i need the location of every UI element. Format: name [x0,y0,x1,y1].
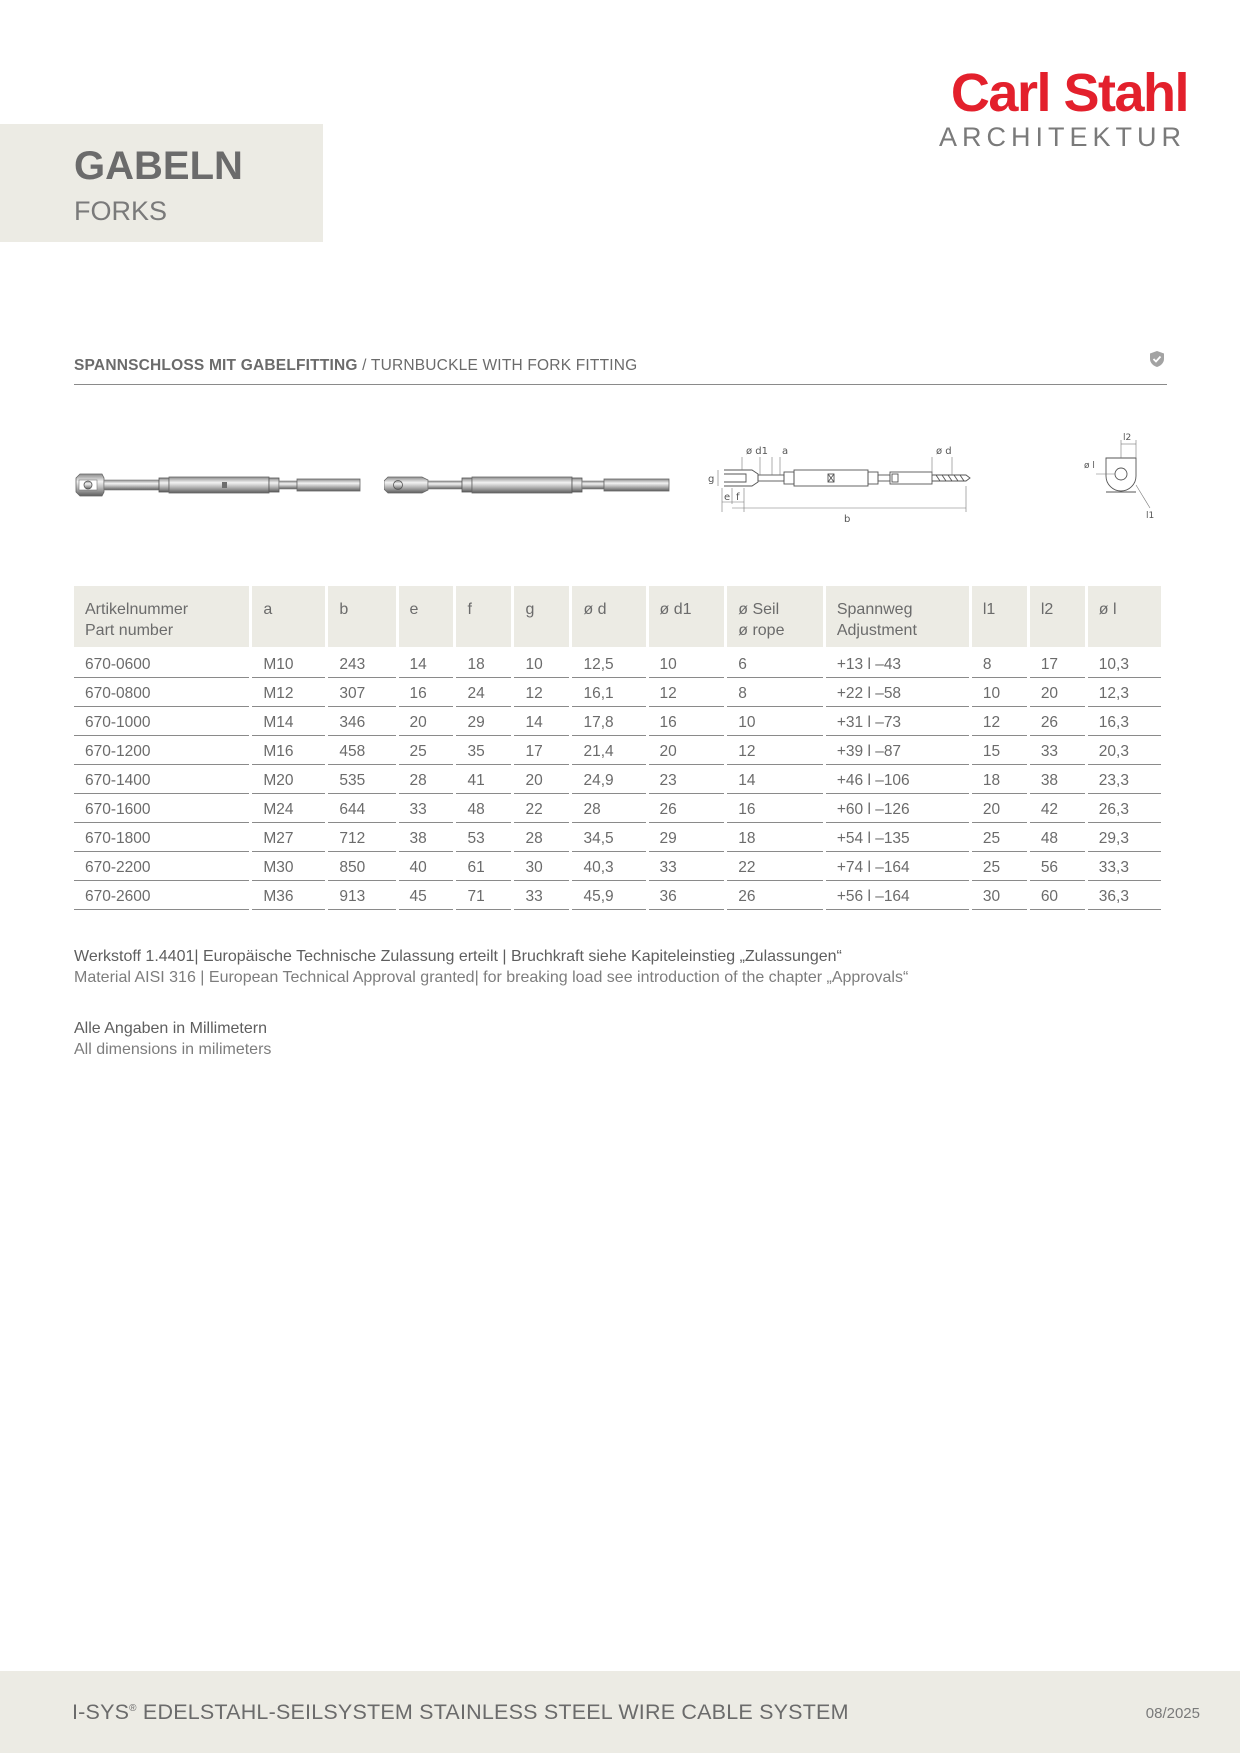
table-cell: M20 [252,765,325,794]
table-cell: 12,3 [1088,678,1161,707]
table-cell: 24,9 [572,765,645,794]
units-note-de: Alle Angaben in Millimetern [74,1020,267,1037]
table-row [74,794,1161,823]
table-cell: 8 [972,647,1027,678]
table-cell: M30 [252,852,325,881]
table-cell: 10 [972,678,1027,707]
header-sublabel: ø rope [738,622,785,639]
footer-system-title [72,1700,849,1725]
table-cell: 33 [649,852,725,881]
table-cell: 48 [456,794,511,823]
table-cell: 71 [456,881,511,910]
table-cell: 36 [649,881,725,910]
turnbuckle-fork-photo [74,460,362,510]
table-cell: 61 [456,852,511,881]
units-note-en: All dimensions in milimeters [74,1041,272,1058]
part-number-cell: 670-0800 [74,678,249,707]
table-cell: +54 l –135 [826,823,969,852]
table-cell: 60 [1030,881,1085,910]
material-note-de: Werkstoff 1.4401| Europäische Technische Zulassung erteilt | Bruchkraft siehe Kapiteleinstieg „Zulassungen“ [74,948,842,965]
table-cell: 21,4 [572,736,645,765]
part-number-cell: 670-2600 [74,881,249,910]
table-cell: 33 [399,794,454,823]
header-label: Spannweg [836,601,913,618]
table-row [74,852,1161,881]
table-header-cell [252,586,325,647]
table-cell: 35 [456,736,511,765]
page-title-box [0,124,323,242]
part-number-cell: 670-2200 [74,852,249,881]
table-cell: 29,3 [1088,823,1161,852]
part-number-cell: 670-1800 [74,823,249,852]
part-number-cell: 670-1600 [74,794,249,823]
header-label: b [339,601,349,618]
table-header-row [74,586,1161,647]
table-cell: 16,1 [572,678,645,707]
table-cell: 18 [972,765,1027,794]
table-cell: 12 [649,678,725,707]
table-cell: 14 [727,765,823,794]
table-cell: +31 l –73 [826,707,969,736]
table-cell: 28 [514,823,569,852]
header-label: l2 [1040,601,1054,618]
table-cell: 40 [399,852,454,881]
table-cell: 16,3 [1088,707,1161,736]
table-cell: M36 [252,881,325,910]
table-cell: 23,3 [1088,765,1161,794]
table-cell: 28 [399,765,454,794]
table-cell: 25 [972,823,1027,852]
table-cell: 28 [572,794,645,823]
table-cell: 15 [972,736,1027,765]
table-cell: 20 [399,707,454,736]
table-cell: +74 l –164 [826,852,969,881]
table-cell: 38 [1030,765,1085,794]
header-sublabel: Part number [85,622,174,639]
table-cell: M14 [252,707,325,736]
footer-registered-mark: ® [129,1702,137,1714]
table-cell: 20 [649,736,725,765]
page-title: GABELN [74,144,243,188]
table-cell: 26 [1030,707,1085,736]
spec-table [71,586,1164,910]
table-cell: 712 [328,823,395,852]
table-cell: 20,3 [1088,736,1161,765]
units-note [74,1018,271,1060]
table-cell: 17 [514,736,569,765]
table-header-cell [972,586,1027,647]
section-header [74,356,1167,385]
table-cell: +56 l –164 [826,881,969,910]
header-label: a [263,601,273,618]
page-footer [0,1671,1240,1753]
table-cell: M27 [252,823,325,852]
table-cell: 12 [514,678,569,707]
table-cell: 33 [1030,736,1085,765]
table-header-cell [649,586,725,647]
dim-label-l1: l1 [1146,511,1155,521]
table-cell: 29 [649,823,725,852]
part-number-cell: 670-1000 [74,707,249,736]
table-cell: 8 [727,678,823,707]
table-header-cell [727,586,823,647]
table-cell: M24 [252,794,325,823]
table-header-cell [826,586,969,647]
shield-check-icon [1149,350,1165,373]
table-cell: 10 [649,647,725,678]
table-cell: 20 [1030,678,1085,707]
part-number-cell: 670-1400 [74,765,249,794]
table-row [74,823,1161,852]
footer-brand: I-SYS [72,1700,130,1724]
table-cell: 25 [399,736,454,765]
dim-label-d1: ø d1 [746,446,769,457]
header-label: ø d1 [659,601,692,618]
dim-label-d: ø d [936,446,952,457]
table-header-cell [456,586,511,647]
table-cell: 26 [649,794,725,823]
table-cell: +39 l –87 [826,736,969,765]
table-cell: 24 [456,678,511,707]
dim-label-f: f [736,492,740,503]
product-figures [74,425,1167,540]
table-cell: 307 [328,678,395,707]
table-row [74,881,1161,910]
table-cell: 36,3 [1088,881,1161,910]
header-label: ø d [583,601,607,618]
table-cell: 10 [727,707,823,736]
table-row [74,647,1161,678]
logo-subtitle: ARCHITEKTUR [938,122,1186,152]
table-row [74,707,1161,736]
brand-logo [938,63,1188,152]
header-label: g [525,601,535,618]
section-title [74,356,1167,376]
table-cell: 30 [972,881,1027,910]
table-cell: 22 [514,794,569,823]
table-cell: 14 [514,707,569,736]
table-cell: 38 [399,823,454,852]
table-header-cell [514,586,569,647]
table-cell: 16 [649,707,725,736]
table-cell: 18 [456,647,511,678]
table-cell: 42 [1030,794,1085,823]
table-cell: 17 [1030,647,1085,678]
table-cell: 26,3 [1088,794,1161,823]
table-cell: 30 [514,852,569,881]
table-cell: M12 [252,678,325,707]
section-title-de: SPANNSCHLOSS MIT GABELFITTING [74,357,358,374]
table-header-cell [328,586,395,647]
table-cell: 45 [399,881,454,910]
table-header-cell [1030,586,1085,647]
header-label: f [467,601,472,618]
table-cell: 25 [972,852,1027,881]
part-number-cell: 670-1200 [74,736,249,765]
table-cell: 45,9 [572,881,645,910]
table-cell: 16 [399,678,454,707]
header-label: l1 [982,601,996,618]
table-cell: +13 l –43 [826,647,969,678]
table-cell: 10,3 [1088,647,1161,678]
table-cell: M10 [252,647,325,678]
table-cell: 10 [514,647,569,678]
header-label: ø Seil [738,601,780,618]
dim-label-a: a [782,446,789,457]
table-cell: 56 [1030,852,1085,881]
table-header-cell [1088,586,1161,647]
fork-end-view-drawing [1084,430,1164,525]
table-cell: 458 [328,736,395,765]
table-cell: M16 [252,736,325,765]
table-cell: 33 [514,881,569,910]
table-cell: 34,5 [572,823,645,852]
header-label: e [409,601,419,618]
table-cell: 41 [456,765,511,794]
table-cell: +46 l –106 [826,765,969,794]
logo-brand-name: Carl Stahl [950,63,1188,123]
header-label: Artikelnummer [85,601,189,618]
table-cell: 850 [328,852,395,881]
table-body [74,647,1161,910]
table-cell: 346 [328,707,395,736]
table-cell: 26 [727,881,823,910]
table-cell: 20 [972,794,1027,823]
table-cell: 12 [727,736,823,765]
material-note [74,946,908,988]
table-cell: 16 [727,794,823,823]
footer-system-de: EDELSTAHL-SEILSYSTEM [142,1700,413,1724]
table-row [74,678,1161,707]
table-header-cell [399,586,454,647]
table-header-cell [572,586,645,647]
dim-label-g: g [708,474,715,485]
table-row [74,736,1161,765]
table-cell: +60 l –126 [826,794,969,823]
dim-label-b: b [844,514,851,525]
table-cell: 14 [399,647,454,678]
table-cell: 535 [328,765,395,794]
table-cell: 243 [328,647,395,678]
table-cell: 53 [456,823,511,852]
table-cell: 18 [727,823,823,852]
header-sublabel: Adjustment [836,622,917,639]
page-subtitle: FORKS [74,196,168,226]
table-cell: 644 [328,794,395,823]
table-cell: 48 [1030,823,1085,852]
table-cell: 913 [328,881,395,910]
table-cell: 20 [514,765,569,794]
table-cell: +22 l –58 [826,678,969,707]
table-cell: 6 [727,647,823,678]
table-cell: 23 [649,765,725,794]
table-cell: 12 [972,707,1027,736]
header-label: ø l [1098,601,1117,618]
table-cell: 40,3 [572,852,645,881]
turnbuckle-fork-side-photo [384,460,672,510]
section-title-en: / TURNBUCKLE WITH FORK FITTING [362,357,638,374]
part-number-cell: 670-0600 [74,647,249,678]
dim-label-l: ø l [1084,461,1095,471]
turnbuckle-technical-drawing [704,430,1064,535]
table-cell: 12,5 [572,647,645,678]
table-header-cell [74,586,249,647]
table-cell: 29 [456,707,511,736]
table-cell: 33,3 [1088,852,1161,881]
dim-label-e: e [724,492,731,503]
table-cell: 17,8 [572,707,645,736]
footer-date: 08/2025 [1145,1705,1200,1722]
table-row [74,765,1161,794]
material-note-en: Material AISI 316 | European Technical Approval granted| for breaking load see introduction of the chapter „Approvals“ [74,969,909,986]
dim-label-l2: l2 [1123,433,1132,443]
footer-system-en: STAINLESS STEEL WIRE CABLE SYSTEM [419,1700,849,1724]
table-cell: 22 [727,852,823,881]
